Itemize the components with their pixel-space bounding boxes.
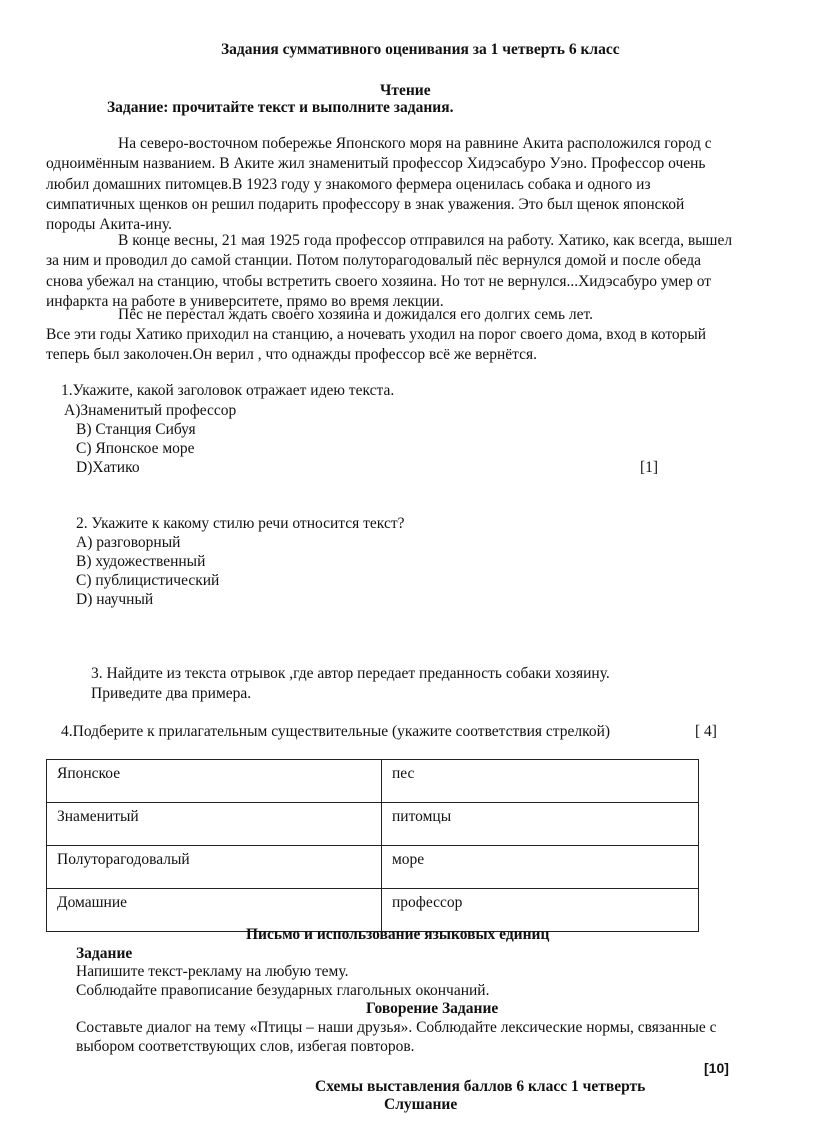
text-line: одноимённым названием. В Аките жил знаменитый профессор Хидэсабуро Уэно. Профессор очень [46,155,706,173]
text-line: теперь был заколочен.Он верил , что однажды профессор всё же вернётся. [46,346,538,364]
noun-cell: море [382,846,699,889]
text-line: Все эти годы Хатико приходил на станцию, а ночевать уходил на порог своего дома, вход в который [46,326,707,343]
q4-score: [ 4] [695,723,717,740]
table-row [47,760,699,803]
matching-table [46,759,699,932]
q1-option-c: C) Японское море [76,440,195,457]
text-line: за ним и проводил до самой станции. Потом полуторагодовалый пёс вернулся домой и после обеда [46,252,702,270]
text-paragraph-1 [46,134,712,235]
table-row [47,803,699,846]
adjective-cell: Знаменитый [47,803,382,846]
q2-option-d: D) научный [76,591,154,608]
text-paragraph-2 [46,231,732,312]
noun-cell: питомцы [382,803,699,846]
writing-instruction-2: Соблюдайте правописание безударных глагольных окончаний. [76,982,490,999]
task-instruction: Задание: прочитайте текст и выполните задания. [107,99,454,116]
question-3-line-2: Приведите два примера. [91,685,252,702]
noun-cell: пес [382,760,699,803]
speaking-instruction-2: выбором соответствующих слов, избегая повторов. [76,1038,415,1055]
speaking-score: [10] [704,1060,729,1076]
page-title: Задания суммативного оценивания за 1 четверть 6 класс [221,41,620,58]
q2-option-c: С) публицистический [76,572,220,589]
text-line: симпатичных щенков он решил подарить профессору в знак уважения. Это был щенок японской [46,195,685,213]
writing-task-label: Задание [76,945,133,962]
question-2: 2. Укажите к какому стилю речи относится текст? [76,515,405,532]
noun-cell: профессор [382,889,699,932]
section-heading-reading: Чтение [380,82,431,99]
q1-score: [1] [640,459,659,476]
adjective-cell: Японское [47,760,382,803]
q1-option-a: A)Знаменитый профессор [64,402,237,419]
q2-option-b: В) художественный [76,553,206,570]
text-line: инфаркта на работе в университете, прямо во время лекции. [46,292,444,310]
q1-option-b: B) Станция Сибуя [76,421,196,438]
text-line: снова убежал на станцию, чтобы встретить своего хозяина. Но тот не вернулся...Хидэсабуро умер от [46,272,712,290]
question-1: 1.Укажите, какой заголовок отражает идею текста. [61,382,395,399]
text-line: любил домашних питомцев.В 1923 году у знакомого фермера оценилась собака и одного из [46,175,651,193]
question-3: 3. Найдите из текста отрывок ,где автор передает преданность собаки хозяину. [91,665,610,682]
section-heading-writing: Письмо и использование языковых единиц [246,926,550,943]
q1-option-d: D)Хатико [76,459,140,476]
text-paragraph-4 [46,325,706,366]
table-row [47,846,699,889]
text-line: В конце весны, 21 мая 1925 года профессор отправился на работу. Хатико, как всегда, вышел [118,232,733,249]
adjective-cell: Домашние [47,889,382,932]
question-4: 4.Подберите к прилагательным существительные (укажите соответствия стрелкой) [61,723,611,740]
text-paragraph-3: Пёс не перестал ждать своего хозяина и дожидался его долгих семь лет. [118,306,594,323]
section-heading-listening: Слушание [384,1096,458,1113]
adjective-cell: Полуторагодовалый [47,846,382,889]
writing-instruction-1: Напишите текст-рекламу на любую тему. [76,963,349,980]
text-line: породы Акита-ину. [46,216,172,234]
section-heading-scoring: Схемы выставления баллов 6 класс 1 четверть [315,1078,646,1095]
section-heading-speaking: Говорение Задание [366,1000,499,1017]
text-line: На северо-восточном побережье Японского моря на равнине Акита расположился город с [118,135,712,152]
q2-option-a: А) разговорный [76,534,181,551]
speaking-instruction-1: Составьте диалог на тему «Птицы – наши друзья». Соблюдайте лексические нормы, связанные с [76,1019,717,1036]
